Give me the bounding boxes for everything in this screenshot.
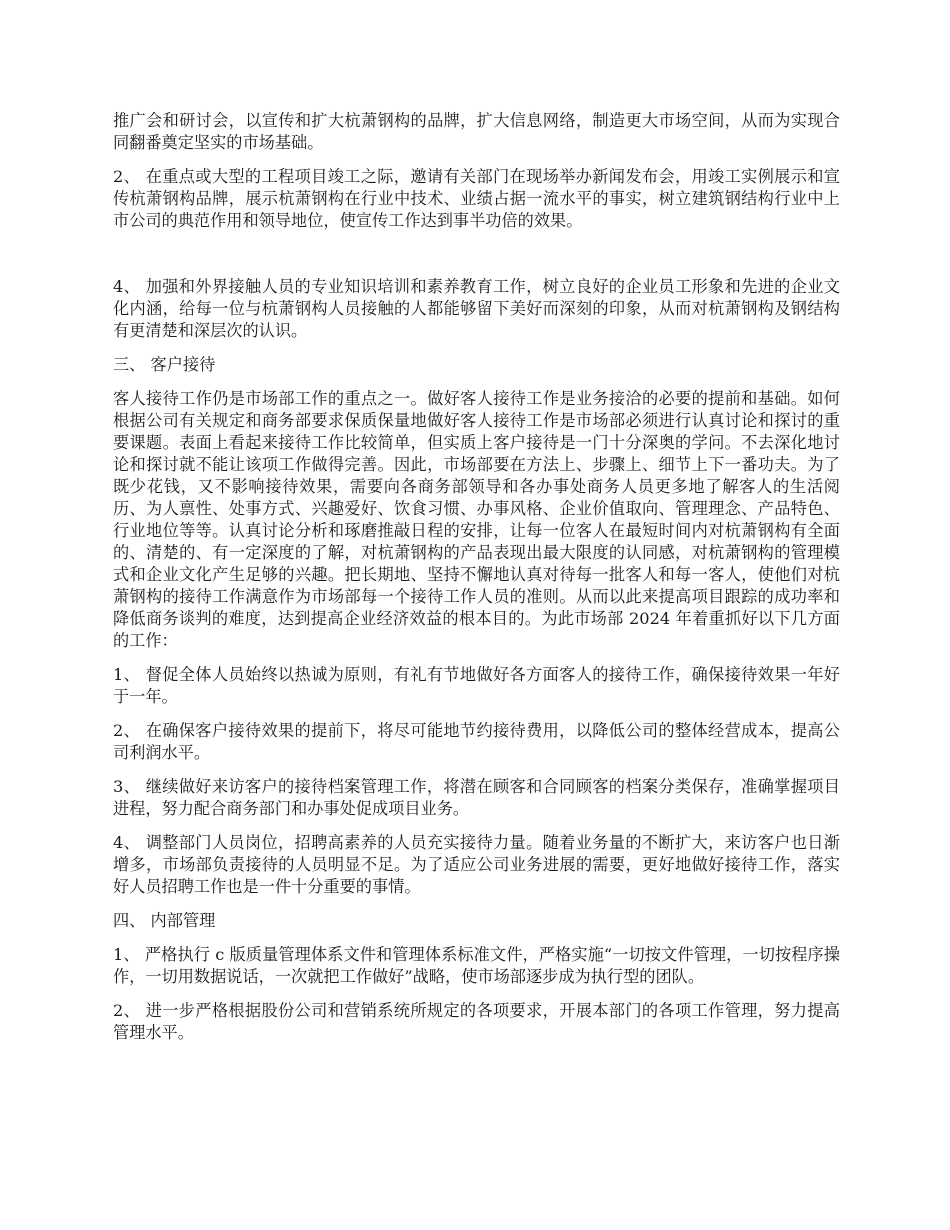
- section-heading-internal-management: 四、 内部管理: [113, 911, 216, 930]
- paragraph-reception-item-3: 3、 继续做好来访客户的接待档案管理工作，将潜在顾客和合同顾客的档案分类保存，准确掌握项目进程，努力配合商务部门和办事处促成项目业务。: [113, 777, 840, 818]
- paragraph-reception-item-2: 2、 在确保客户接待效果的提前下，将尽可能地节约接待费用，以降低公司的整体经营成本，提高公司利润水平。: [113, 721, 840, 762]
- section-heading-customer-reception: 三、 客户接待: [113, 355, 216, 374]
- blank-gap: [113, 244, 840, 276]
- paragraph-promotion-meetings: 推广会和研讨会，以宣传和扩大杭萧钢构的品牌，扩大信息网络，制造更大市场空间，从而为实现合同翻番奠定坚实的市场基础。: [113, 111, 840, 152]
- document-page: [113, 110, 840, 1056]
- paragraph-item-2-press-release: 2、 在重点或大型的工程项目竣工之际，邀请有关部门在现场举办新闻发布会，用竣工实例展示和宣传杭萧钢构品牌，展示杭萧钢构在行业中技术、业绩占据一流水平的事实，树立建筑钢结构行业中上市公司的典范作用和领导地位，使宣传工作达到事半功倍的效果。: [113, 167, 840, 230]
- paragraph-management-item-2: 2、 进一步严格根据股份公司和营销系统所规定的各项要求，开展本部门的各项工作管理，努力提高管理水平。: [113, 1001, 840, 1042]
- paragraph-reception-item-4: 4、 调整部门人员岗位，招聘高素养的人员充实接待力量。随着业务量的不断扩大，来访客户也日渐增多，市场部负责接待的人员明显不足。为了适应公司业务进展的需要，更好地做好接待工作，落实好人员招聘工作也是一件十分重要的事情。: [113, 833, 840, 896]
- paragraph-reception-overview: 客人接待工作仍是市场部工作的重点之一。做好客人接待工作是业务接洽的必要的提前和基础。如何根据公司有关规定和商务部要求保质保量地做好客人接待工作是市场部必须进行认真讨论和探讨的重要课题。表面上看起来接待工作比较简单，但实质上客户接待是一门十分深奥的学问。不去深化地讨论和探讨就不能让该项工作做得完善。因此，市场部要在方法上、步骤上、细节上下一番功夫。为了既少花钱，又不影响接待效果，需要向各商务部领导和各办事处商务人员更多地了解客人的生活阅历、为人禀性、处事方式、兴趣爱好、饮食习惯、办事风格、企业价值取向、管理理念、产品特色、行业地位等等。认真讨论分析和琢磨推敲日程的安排，让每一位客人在最短时间内对杭萧钢构有全面的、清楚的、有一定深度的了解，对杭萧钢构的产品表现出最大限度的认同感，对杭萧钢构的管理模式和企业文化产生足够的兴趣。把长期地、坚持不懈地认真对待每一批客人和每一客人，使他们对杭萧钢构的接待工作满意作为市场部每一个接待工作人员的准则。从而以此来提高项目跟踪的成功率和降低商务谈判的难度，达到提高企业经济效益的根本目的。为此市场部 2024 年着重抓好以下几方面的工作：: [113, 389, 840, 650]
- paragraph-item-4-staff-training: 4、 加强和外界接触人员的专业知识培训和素养教育工作，树立良好的企业员工形象和先进的企业文化内涵，给每一位与杭萧钢构人员接触的人都能够留下美好而深刻的印象，从而对杭萧钢构及钢结构有更清楚和深层次的认识。: [113, 277, 840, 340]
- paragraph-reception-item-1: 1、 督促全体人员始终以热诚为原则，有礼有节地做好各方面客人的接待工作，确保接待效果一年好于一年。: [113, 665, 840, 706]
- paragraph-management-item-1: 1、 严格执行 c 版质量管理体系文件和管理体系标准文件，严格实施“一切按文件管理，一切按程序操作，一切用数据说话，一次就把工作做好”战略，使市场部逐步成为执行型的团队。: [113, 945, 840, 986]
